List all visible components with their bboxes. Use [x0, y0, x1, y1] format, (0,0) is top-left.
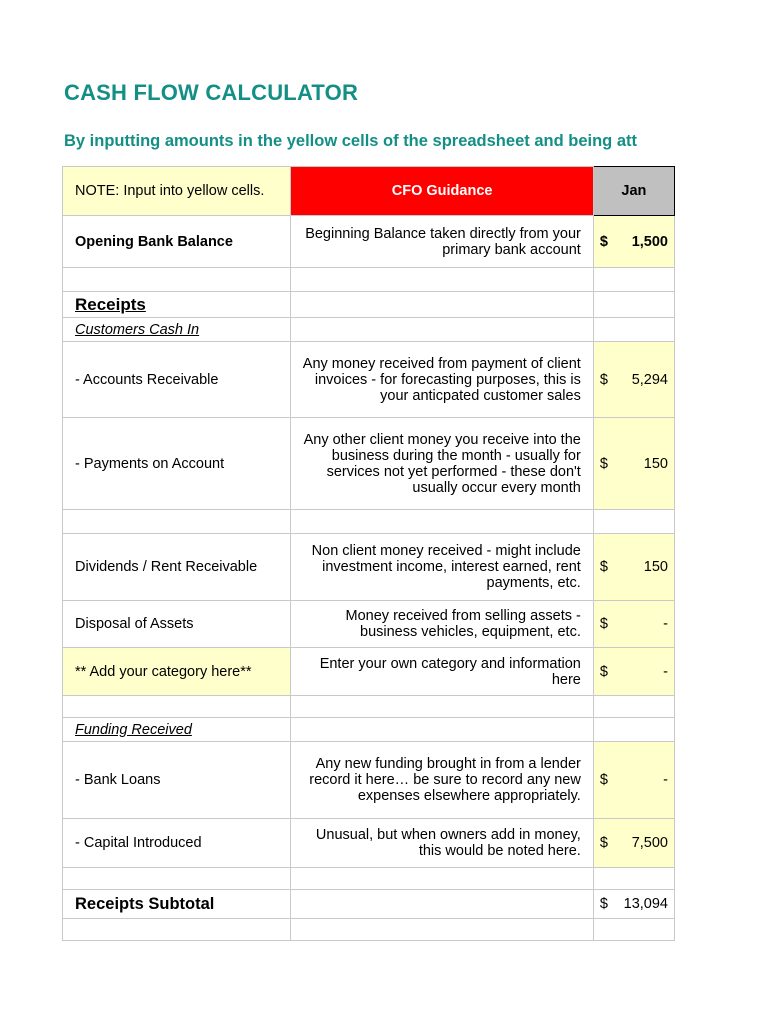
payments-on-account-input[interactable] — [593, 418, 674, 510]
currency-symbol: $ — [599, 896, 608, 912]
payments-on-account-row — [63, 418, 675, 510]
receipts-subtotal-value: 13,094 — [623, 896, 668, 912]
bank-loans-guidance: Any new funding brought in from a lender record it here… be sure to record any new expenses elsewhere appropriately. — [291, 742, 593, 819]
dividends-input[interactable] — [593, 534, 674, 601]
currency-symbol: $ — [599, 371, 608, 388]
receipts-subtotal-cell — [593, 890, 674, 919]
currency-symbol: $ — [599, 559, 608, 575]
opening-balance-guidance: Beginning Balance taken directly from your primary bank account — [291, 216, 593, 268]
receipts-heading: Receipts — [63, 292, 291, 318]
custom-category-guidance: Enter your own category and information here — [291, 648, 593, 696]
funding-heading-row — [63, 718, 675, 742]
capital-row — [63, 819, 675, 868]
currency-symbol: $ — [599, 835, 608, 851]
currency-symbol: $ — [599, 772, 608, 788]
customers-cash-in-heading: Customers Cash In — [63, 318, 291, 342]
bank-loans-value: - — [663, 772, 668, 788]
custom-category-input[interactable]: ** Add your category here** — [63, 648, 291, 696]
spacer-row — [63, 868, 675, 890]
capital-label: - Capital Introduced — [63, 819, 291, 868]
spacer-row — [63, 268, 675, 292]
opening-balance-input[interactable] — [593, 216, 674, 268]
payments-on-account-label: - Payments on Account — [63, 418, 291, 510]
capital-value: 7,500 — [631, 835, 668, 851]
bank-loans-input[interactable] — [593, 742, 674, 819]
receipts-subtotal-label: Receipts Subtotal — [63, 890, 291, 919]
dividends-guidance: Non client money received - might include investment income, interest earned, rent payments, etc. — [291, 534, 593, 601]
page-subtitle: By inputting amounts in the yellow cells of the spreadsheet and being att — [64, 132, 637, 150]
capital-guidance: Unusual, but when owners add in money, this would be noted here. — [291, 819, 593, 868]
funding-received-heading: Funding Received — [63, 718, 291, 742]
disposal-value: - — [663, 616, 668, 632]
disposal-input[interactable] — [593, 601, 674, 648]
dividends-value: 150 — [643, 559, 668, 575]
custom-category-amount-input[interactable] — [593, 648, 674, 696]
spacer-row — [63, 510, 675, 534]
cash-flow-table — [62, 166, 675, 941]
note-cell: NOTE: Input into yellow cells. — [63, 167, 291, 216]
custom-category-row — [63, 648, 675, 696]
opening-balance-label: Opening Bank Balance — [63, 216, 291, 268]
accounts-receivable-row — [63, 342, 675, 418]
page-title: CASH FLOW CALCULATOR — [64, 80, 359, 105]
payments-on-account-guidance: Any other client money you receive into the business during the month - usually for services not yet performed - these don't usually occur every month — [291, 418, 593, 510]
receipts-heading-row — [63, 292, 675, 318]
bank-loans-label: - Bank Loans — [63, 742, 291, 819]
dividends-label: Dividends / Rent Receivable — [63, 534, 291, 601]
cfo-guidance-header: CFO Guidance — [291, 167, 593, 216]
dividends-row — [63, 534, 675, 601]
currency-symbol: $ — [599, 233, 608, 250]
accounts-receivable-label: - Accounts Receivable — [63, 342, 291, 418]
disposal-label: Disposal of Assets — [63, 601, 291, 648]
month-header-jan: Jan — [593, 167, 674, 216]
custom-category-value: - — [663, 663, 668, 680]
receipts-subtotal-row — [63, 890, 675, 919]
currency-symbol: $ — [599, 616, 608, 632]
table-header-row — [63, 167, 675, 216]
opening-balance-value: 1,500 — [631, 233, 668, 250]
accounts-receivable-guidance: Any money received from payment of client invoices - for forecasting purposes, this is your anticpated customer sales — [291, 342, 593, 418]
currency-symbol: $ — [599, 455, 608, 472]
bank-loans-row — [63, 742, 675, 819]
accounts-receivable-input[interactable] — [593, 342, 674, 418]
opening-balance-row — [63, 216, 675, 268]
spacer-row — [63, 919, 675, 941]
accounts-receivable-value: 5,294 — [631, 371, 668, 388]
payments-on-account-value: 150 — [643, 455, 668, 472]
currency-symbol: $ — [599, 663, 608, 680]
spacer-row — [63, 696, 675, 718]
customers-heading-row — [63, 318, 675, 342]
disposal-guidance: Money received from selling assets - business vehicles, equipment, etc. — [291, 601, 593, 648]
disposal-row — [63, 601, 675, 648]
capital-input[interactable] — [593, 819, 674, 868]
